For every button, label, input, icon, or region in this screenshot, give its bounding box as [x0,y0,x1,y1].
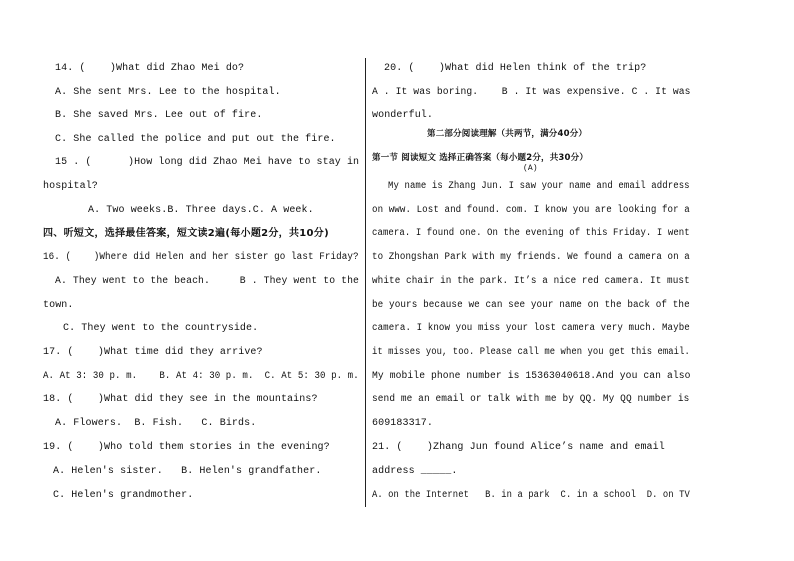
passage-line-5: white chair in the park. It’s a nice red camera. It must [372,276,690,287]
passage-line-6: be yours because we can see your name on the back of the [372,300,690,311]
question-19-option-c: C. Helen's grandmother. [53,490,194,501]
passage-line-2: on www. Lost and found. com. I know you are looking for a [372,205,690,216]
question-21-cont: address _____. [372,466,458,477]
question-20-options: A . It was boring. B . It was expensive. C . It was [372,87,691,98]
question-15-cont: hospital? [43,181,98,192]
question-15-options: A. Two weeks.B. Three days.C. A week. [88,205,314,216]
column-divider [365,58,366,507]
question-14: 14. ( )What did Zhao Mei do? [55,63,245,74]
question-18: 18. ( )What did they see in the mountains? [43,394,318,405]
passage-label: (A) [523,164,538,173]
question-14-option-a: A. She sent Mrs. Lee to the hospital. [55,87,281,98]
question-21-options: A. on the Internet B. in a park C. in a school D. on TV [372,490,690,501]
passage-line-7: camera. I know you miss your lost camera very much. Maybe [372,323,690,334]
question-15: 15 . ( )How long did Zhao Mei have to stay in [55,157,360,168]
question-16-options-ab: A. They went to the beach. B . They went to the [55,276,359,287]
question-14-option-b: B. She saved Mrs. Lee out of fire. [55,110,263,121]
passage-line-11: 609183317. [372,418,434,429]
question-17: 17. ( )What time did they arrive? [43,347,263,358]
passage-line-8: it misses you, too. Please call me when you get this email. [372,347,690,358]
question-16-options-cont: town. [43,300,74,311]
section-1-heading: 第一节 阅读短文 选择正确答案（每小题2分，共30分） [372,153,589,163]
question-16-option-c: C. They went to the countryside. [63,323,259,334]
question-21: 21. ( )Zhang Jun found Alice’s name and email [372,442,665,453]
question-16: 16. ( )Where did Helen and her sister go last Friday? [43,252,359,263]
section-4-heading: 四、听短文，选择最佳答案，短文读2遍(每小题2分，共10分) [43,228,329,239]
question-20-options-cont: wonderful. [372,110,434,121]
passage-line-4: to Zhongshan Park with my friends. We found a camera on a [372,252,690,263]
question-20: 20. ( )What did Helen think of the trip? [384,63,647,74]
passage-line-10: send me an email or talk with me by QQ. My QQ number is [372,394,690,405]
passage-line-1: My name is Zhang Jun. I saw your name and email address [388,181,690,192]
passage-line-3: camera. I found one. On the evening of this Friday. I went [372,228,690,239]
question-18-options: A. Flowers. B. Fish. C. Birds. [55,418,257,429]
question-19: 19. ( )Who told them stories in the evening? [43,442,330,453]
part-2-heading: 第二部分阅读理解（共两节，满分40分） [427,129,588,139]
question-19-options-ab: A. Helen's sister. B. Helen's grandfather. [53,466,322,477]
question-17-options: A. At 3: 30 p. m. B. At 4: 30 p. m. C. At 5: 30 p. m. [43,371,359,382]
passage-line-9: My mobile phone number is 15363040618.And you can also [372,371,691,382]
question-14-option-c: C. She called the police and put out the fire. [55,134,336,145]
